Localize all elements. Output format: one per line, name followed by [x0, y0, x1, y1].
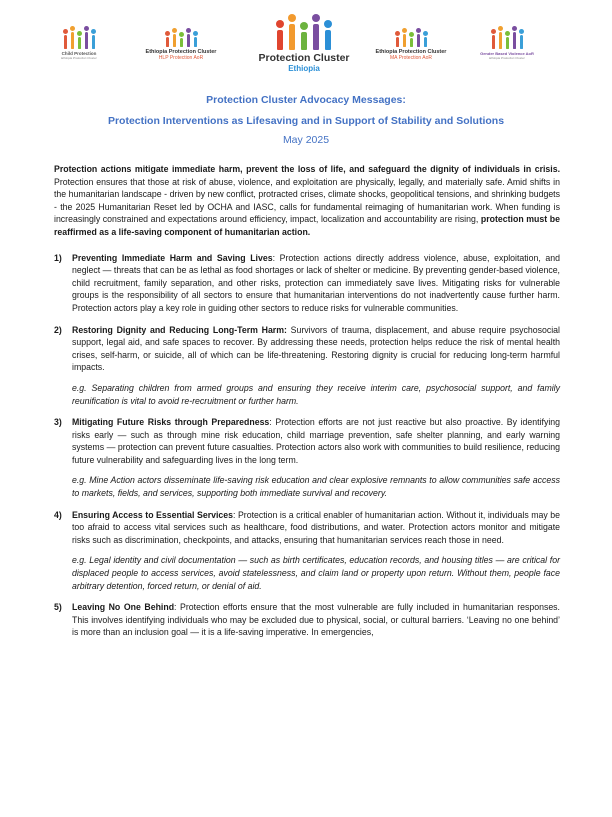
- logo-caption: Ethiopia Protection Cluster: [375, 49, 447, 55]
- item-heading: Restoring Dignity and Reducing Long-Term Harm:: [72, 324, 287, 335]
- item-number: 3): [54, 417, 62, 428]
- gbv-aor-logo: [474, 26, 540, 60]
- advocacy-item-4: [54, 509, 560, 547]
- item-number: 4): [54, 509, 62, 520]
- intro-bold-tail: protection must be reaffirmed as a life-saving component of humanitarian action.: [54, 214, 560, 237]
- document-title-block: [0, 94, 612, 146]
- item-heading: Ensuring Access to Essential Services: [72, 509, 234, 520]
- item-number: 2): [54, 324, 62, 335]
- item-number: 1): [54, 252, 62, 263]
- item-heading: Leaving No One Behind: [72, 602, 175, 613]
- item-heading: Preventing Immediate Harm and Saving Lives: [72, 252, 273, 263]
- item-body: : Protection efforts ensure that the most vulnerable are fully included in humanitarian responses. This involves identifying individuals who may be excluded due to physical, social, or cultural barriers. ‘Leaving no one behind’ is more than an inclusion goal — it is a life-saving imperative. In emergencies,: [72, 602, 560, 638]
- item-example: e.g. Separating children from armed groups and ensuring they receive interim care, psychosocial support, and family reunification is vital to avoid re-recruitment or further harm.: [72, 382, 560, 406]
- logo-caption: Child Protection: [61, 51, 97, 56]
- logo-subcaption: HLP Protection AoR: [158, 55, 204, 61]
- logo-subcaption: MA Protection AoR: [390, 55, 432, 61]
- document-date: May 2025: [282, 134, 330, 146]
- people-figures-icon: [474, 26, 540, 49]
- intro-body: Protection ensures that those at risk of abuse, violence, and exploitation are physically, legally, and materially safe. Amid shifts in the humanitarian landscape - driven by new conflict, protracted crises, climate shocks, geopolitical tensions, and shrinking budgets - the 2025 Humanitarian Reset led by OCHA and IASC, calls for fundamental reimaging of humanitarian work. When funding is increasingly constrained and expectations around efficiency, impact, localization and accountability are rising,: [54, 176, 560, 225]
- logo-subcaption: Ethiopia Protection Cluster: [489, 56, 525, 60]
- intro-bold-lead: Protection actions mitigate immediate harm, prevent the loss of life, and safeguard the dignity of individuals in crisis.: [54, 164, 560, 174]
- item-body: : Protection efforts are not just reactive but also proactive. By identifying risks early — such as through mine risk education, child marriage prevention, safe shelter planning, and early warning systems — protection can prevent future casualties. Protection actors also work with communities to build resilience, reducing future vulnerability and safeguarding lives in the long term.: [72, 417, 560, 465]
- item-body: : Protection actions directly address violence, abuse, exploitation, and neglect — threats that can be as lethal as food shortages or lack of shelter or medicine. By preventing gender-based violence, child recruitment, family separation, and other risks, protection can immediately save lives. Mitigating risks for vulnerable groups is the responsibility of all sectors to ensure that humanitarian interventions do not inadvertently cause further harm. Protection actors play a key role in guiding other sectors to reduce risks for vulnerable communities.: [72, 252, 560, 313]
- title-line-1: Protection Cluster Advocacy Messages:: [206, 94, 406, 106]
- item-number: 5): [54, 602, 62, 613]
- title-line-2: Protection Interventions as Lifesaving and in Support of Stability and Solutions: [107, 115, 505, 127]
- people-figures-icon: [50, 26, 108, 49]
- logo-caption: Ethiopia Protection Cluster: [145, 49, 217, 55]
- logo-subcaption: Ethiopia: [288, 64, 320, 73]
- protection-cluster-main-logo: [248, 14, 360, 73]
- item-heading: Mitigating Future Risks through Preparedness: [72, 417, 270, 428]
- logo-strip: [50, 14, 562, 86]
- advocacy-item-2: [54, 324, 560, 374]
- item-example: e.g. Legal identity and civil documentation — such as birth certificates, education records, and housing titles — are critical for displaced people to access services, avoid statelessness, and claim land or property upon return. Without them, people face arbitrary detention, forced return, or denial of aid.: [72, 555, 560, 591]
- intro-paragraph: [54, 163, 560, 239]
- item-body: : Protection is a critical enabler of humanitarian action. Without it, individuals may be too afraid to access vital services such as healthcare, food distributions, and water. Protection actors monitor and mitigate risks such as discrimination, checkpoints, and attacks, ensuring that humanitarian services reach those in need.: [72, 509, 561, 545]
- logo-caption: Protection Cluster: [258, 52, 350, 64]
- advocacy-item-3: [54, 416, 560, 466]
- hlp-aor-logo: [140, 28, 222, 61]
- advocacy-item-5: [54, 601, 560, 639]
- people-figures-icon: [140, 28, 222, 47]
- advocacy-item-1: [54, 252, 560, 315]
- document-body: [54, 163, 560, 639]
- people-figures-icon: [370, 28, 452, 47]
- item-body: Survivors of trauma, displacement, and abuse require psychosocial support, legal aid, and safe spaces to recover. By addressing these needs, protection helps reduce the risk of mental health crises, self-harm, or suicide, all of which can be life-threatening. Restoring dignity is crucial for reducing long-term harmful impacts.: [72, 324, 560, 373]
- logo-subcaption: Ethiopia Protection Cluster: [61, 56, 97, 60]
- ma-aor-logo: [370, 28, 452, 61]
- item-example: e.g. Mine Action actors disseminate life-saving risk education and clear explosive remnants to allow communities safe access to markets, fields, and services, supporting both immediate survival and recovery.: [72, 475, 560, 499]
- people-figures-icon: [248, 14, 360, 50]
- logo-caption: Gender Based Violence AoR: [480, 51, 534, 56]
- child-protection-logo: [50, 26, 108, 60]
